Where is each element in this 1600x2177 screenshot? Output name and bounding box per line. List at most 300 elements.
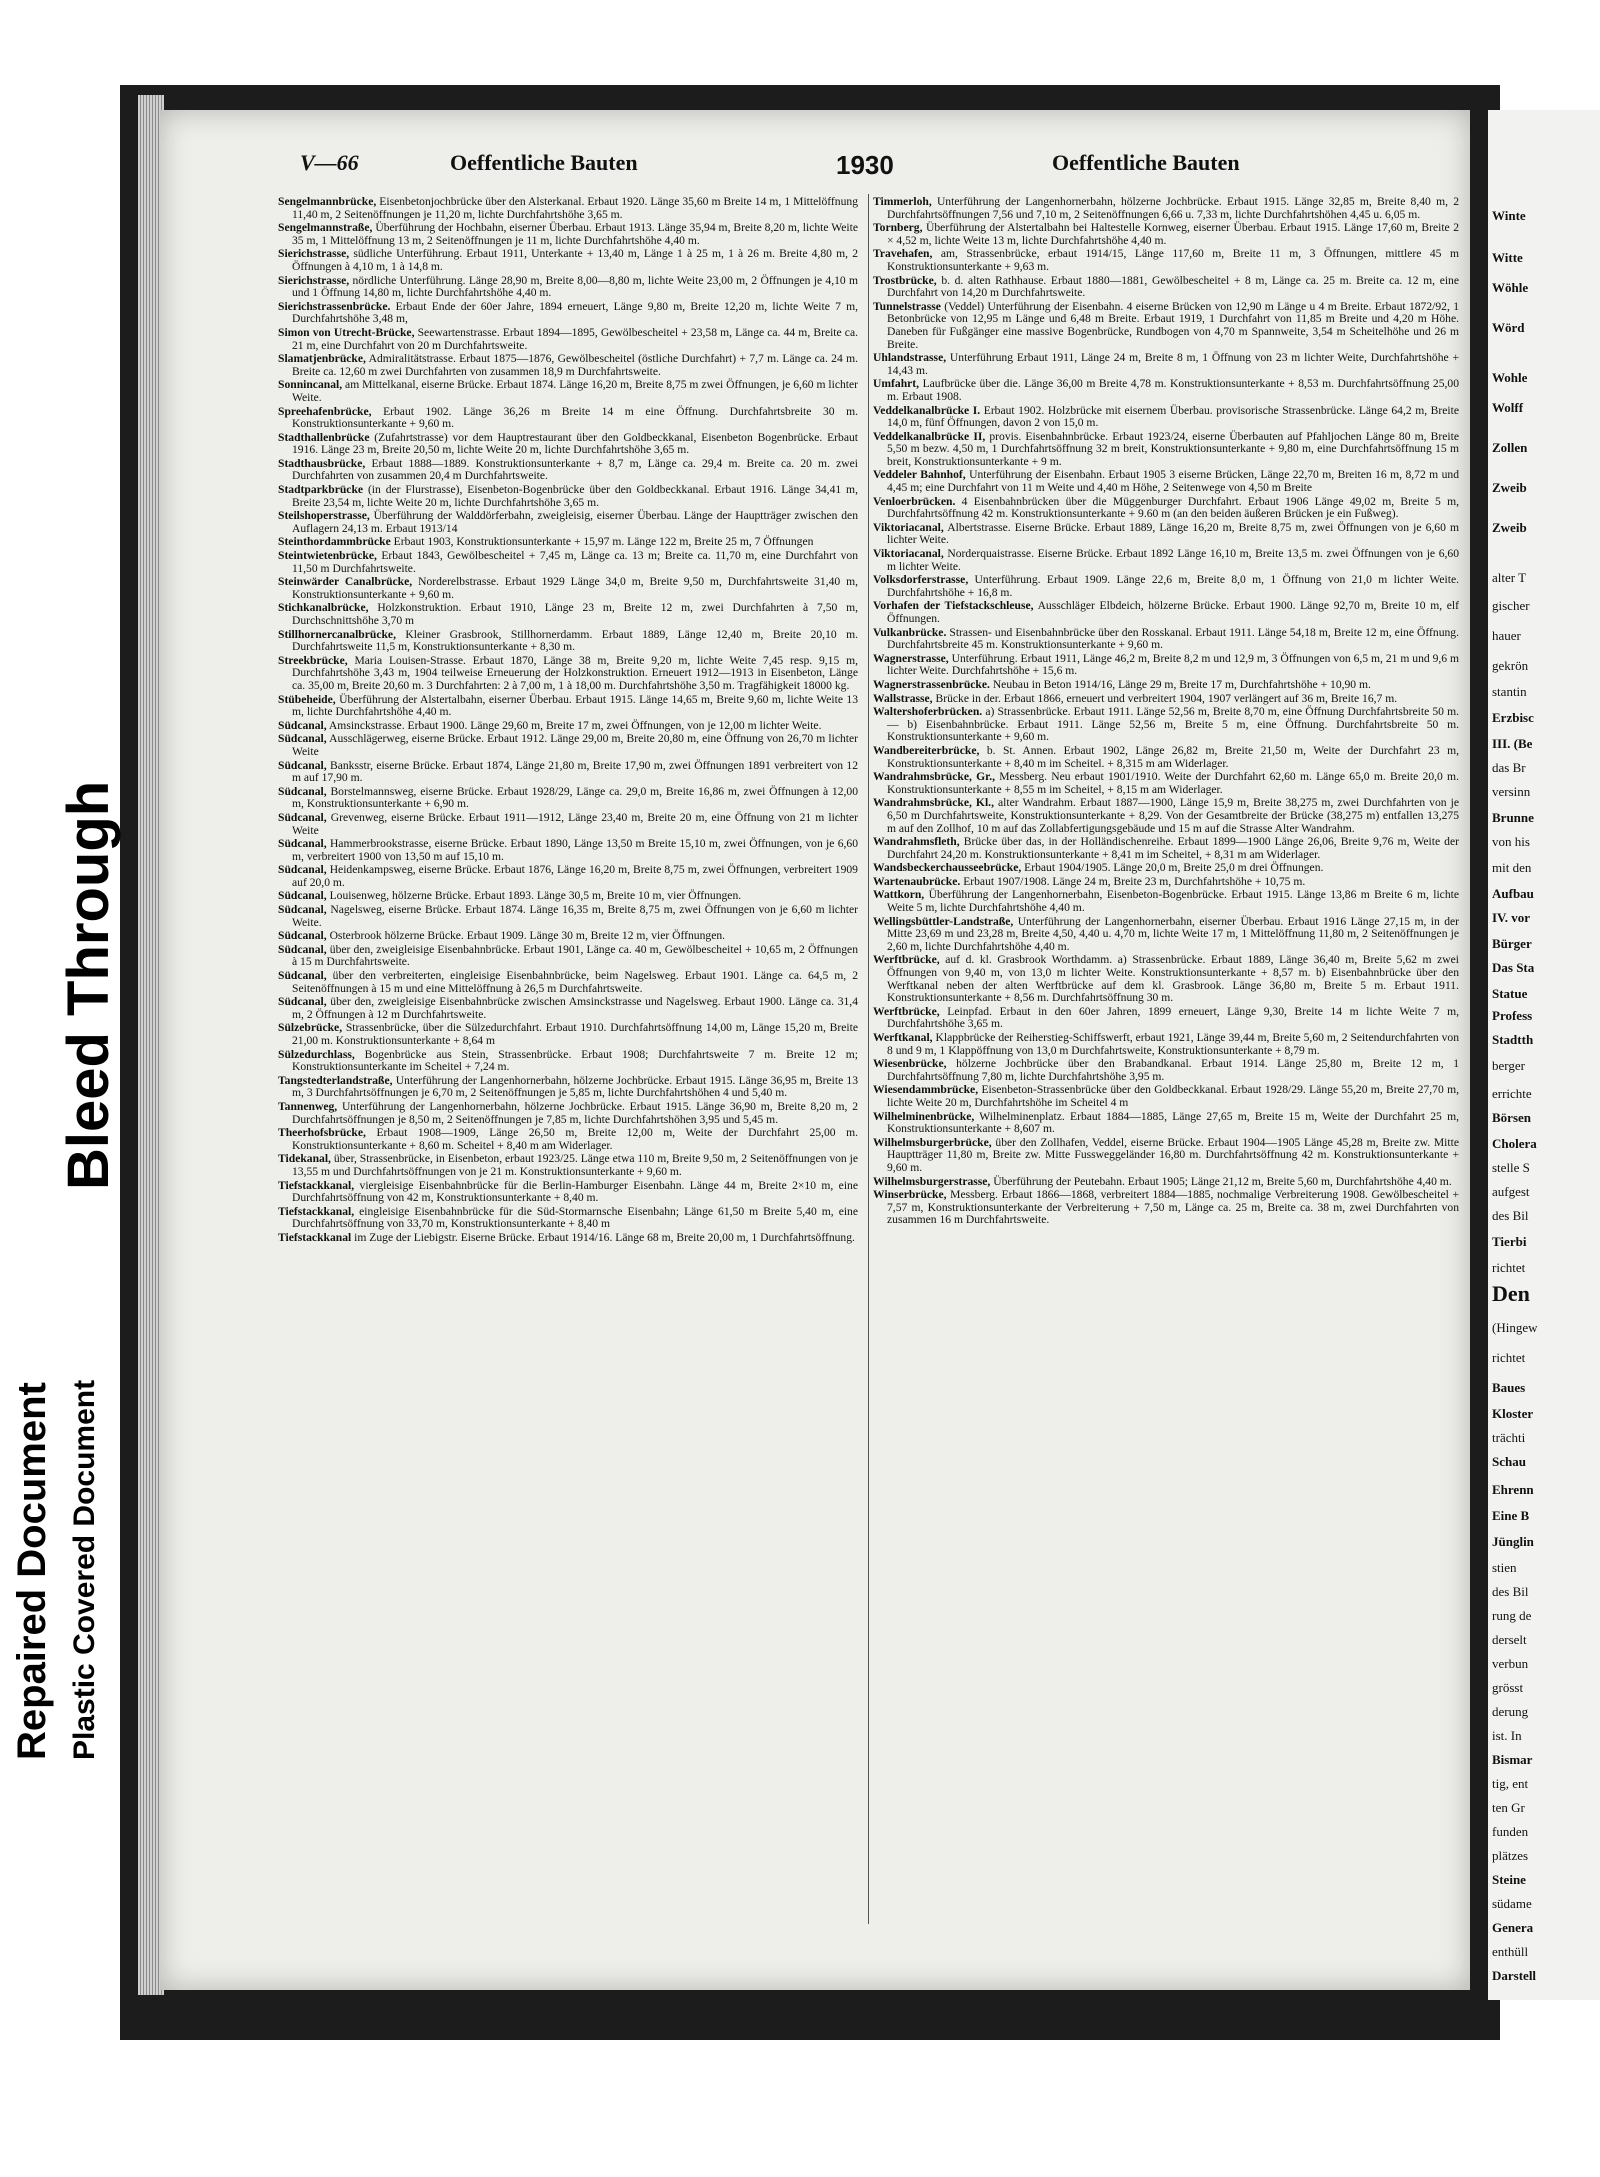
- bridge-entry: [278, 944, 858, 969]
- plastic-covered-label: Plastic Covered Document: [68, 1379, 101, 1760]
- bridge-entry: [873, 1058, 1459, 1083]
- bridge-entry: [278, 694, 858, 719]
- entry-name: Wandsbeckerchausseebrücke,: [873, 861, 1022, 875]
- bridge-entry: [873, 222, 1459, 247]
- adjacent-page-word: des Bil: [1492, 1584, 1529, 1599]
- bridge-entry: [873, 916, 1459, 954]
- entry-name: Vulkanbrücke.: [873, 625, 947, 639]
- entry-text: Borstelmannsweg, eiserne Brücke. Erbaut 1928/29, Länge ca. 29,0 m, Breite 16,86 m, zwei Öffnungen à 12,00 m, Konstruktionsunterkante + 6,90 m.: [292, 784, 858, 811]
- bridge-entry: [873, 548, 1459, 573]
- adjacent-page-word: Jünglin: [1492, 1534, 1534, 1549]
- repaired-document-label: Repaired Document: [10, 1382, 54, 1760]
- section-title-right: Oeffentliche Bauten: [1052, 150, 1240, 175]
- entry-text: Hammerbrookstrasse, eiserne Brücke. Erbaut 1890, Länge 13,50 m Breite 15,10 m, zwei Öffnungen, von je 6,60 m, verbreitert 1900 von 13,50 m auf 15,10 m.: [292, 837, 858, 863]
- entry-text: Seewartenstrasse. Erbaut 1894—1895, Gewölbescheitel + 23,58 m, Länge ca. 44 m, Breite ca. 21 m, eine Durchfahrt von 20 m Durchfahrtsweite.: [292, 325, 858, 352]
- entry-text: über den verbreiterten, eingleisige Eisenbahnbrücke, beim Nagelsweg. Erbaut 1901. Länge ca. 64,5 m, 2 Seitenöffnungen à 15 m und eine Mittelöffnung à 26,5 m Durchfahrtsweite.: [292, 969, 858, 995]
- adjacent-page-word: Statue: [1492, 986, 1528, 1001]
- entry-name: Wiesenbrücke,: [873, 1057, 947, 1071]
- entry-text: Erbaut 1902. Länge 36,26 m Breite 14 m eine Öffnung. Durchfahrtsbreite 30 m. Konstruktionsunterkante + 9,60 m.: [292, 404, 858, 431]
- adjacent-page-word: Wolff: [1492, 400, 1524, 415]
- entry-text: Norderquaistrasse. Eiserne Brücke. Erbaut 1892 Länge 16,10 m, Breite 13,5 m. zwei Öffnungen von je 6,60 m lichter Weite.: [887, 547, 1459, 573]
- bridge-entry: [278, 1075, 858, 1100]
- bridge-entry: [278, 996, 858, 1021]
- bridge-entry: [278, 536, 858, 549]
- adjacent-page-word: Bürger: [1492, 936, 1532, 951]
- adjacent-page-word: stelle S: [1492, 1160, 1530, 1175]
- bridge-entry: [278, 484, 858, 509]
- bridge-entry: [278, 1206, 858, 1231]
- adjacent-page-word: rung de: [1492, 1608, 1532, 1623]
- entry-name: Waltershoferbrücken.: [873, 705, 983, 719]
- entry-name: Tiefstackkanal,: [278, 1178, 355, 1192]
- entry-name: Sonnincanal,: [278, 378, 343, 392]
- entry-text: Nagelsweg, eiserne Brücke. Erbaut 1874. Länge 16,35 m, Breite 8,75 m, zwei Öffnungen von je 6,60 m lichter Weite.: [292, 903, 858, 929]
- adjacent-page-word: des Bil: [1492, 1208, 1529, 1223]
- entry-text: Messberg. Erbaut 1866—1868, verbreitert 1884—1885, nochmalige Verbreiterung 1908. Gewölbescheitel + 7,57 m, Konstruktionsunterkante der Verbreiterung + 7,50 m, Länge ca. 25 m, Breite ca. 38 m, zwei Durchfahrten von zusammen 16 m Durchfahrtsweite.: [887, 1188, 1459, 1227]
- bridge-entry: [278, 1049, 858, 1074]
- entry-text: Strassenbrücke, über die Sülzedurchfahrt. Erbaut 1910. Durchfahrtsöffnung 14,00 m, Länge 15,20 m, Breite 21,00 m. Konstruktionsunterkante + 8,64 m: [292, 1021, 858, 1047]
- entry-name: Winserbrücke,: [873, 1188, 947, 1202]
- entry-text: Erbaut 1907/1908. Länge 24 m, Breite 23 m, Durchfahrtshöhe + 10,75 m.: [963, 874, 1306, 888]
- adjacent-page-word: südame: [1492, 1896, 1532, 1911]
- entry-name: Uhlandstrasse,: [873, 351, 947, 365]
- entry-text: Unterführung der Langenhornerbahn, eiserner Überbau. Erbaut 1916 Länge 27,15 m, in der Mitte 23,69 m und 23,28 m, Breite 4,50, 4,40 u. 4,70 m, lichte Weite 17 m, 1 Mittelöffnung 11,80 m, 2 Seitenöffnungen je 2,60 m, lichte Durchfahrtshöhe 4,40 m.: [887, 914, 1459, 953]
- entry-text: Bogenbrücke aus Stein, Strassenbrücke. Erbaut 1908; Durchfahrtsweite 7 m. Breite 12 m; Konstruktionsunterkante im Scheitel + 7,24 m.: [292, 1047, 858, 1074]
- entry-text: Wilhelminenplatz. Erbaut 1884—1885, Länge 27,65 m, Breite 15 m, Weite der Durchfahrt 25 m, Konstruktionsunterkante + 8,607 m.: [887, 1109, 1459, 1136]
- bridge-entry: [278, 930, 858, 943]
- entry-text: Überführung der Alstertalbahn bei Haltestelle Kornweg, eiserner Überbau. Erbaut 1915. Länge 17,60 m, Breite 2 × 4,52 m, lichte Weite 13 m, lichte Durchfahrtshöhe 4,40 m.: [887, 221, 1459, 247]
- entry-name: Timmerloh,: [873, 195, 932, 208]
- entry-name: Südcanal,: [278, 810, 327, 824]
- entry-name: Sierichstrasse,: [278, 247, 350, 261]
- bridge-entry: [278, 248, 858, 273]
- adjacent-page-word: Witte: [1492, 250, 1523, 265]
- bridge-entry: [278, 510, 858, 535]
- entry-name: Theerhofsbrücke,: [278, 1126, 366, 1140]
- adjacent-page-word: trächti: [1492, 1430, 1526, 1445]
- entry-text: Erbaut 1902. Holzbrücke mit eisernem Überbau. provisorische Strassenbrücke. Länge 64,2 m, Breite 14,0 m, fünf Öffnungen, davon 2 von 15,0 m.: [887, 403, 1459, 430]
- entry-name: Volksdorferstrasse,: [873, 573, 969, 587]
- entry-text: Überführung der Hochbahn, eiserner Überbau. Erbaut 1913. Länge 35,94 m, Breite 8,20 m, lichte Weite 35 m, 1 Mittelöffnung 13 m, 2 Seitenöffnungen je 11 m, lichte Durchfahrtshöhe 4,40 m.: [292, 221, 858, 247]
- right-column: [873, 196, 1459, 1228]
- entry-text: Ausschlägerweg, eiserne Brücke. Erbaut 1912. Länge 29,00 m, Breite 20,80 m, eine Öffnung von 26,70 m lichter Weite: [292, 732, 858, 758]
- adjacent-page-word: alter T: [1492, 570, 1527, 585]
- bridge-entry: [278, 327, 858, 352]
- entry-text: Heidenkampsweg, eiserne Brücke. Erbaut 1876, Länge 16,20 m, Breite 8,75 m, zwei Öffnungen, verbreitert 1909 auf 20,0 m.: [292, 863, 858, 889]
- entry-text: Amsinckstrasse. Erbaut 1900. Länge 29,60 m, Breite 17 m, zwei Öffnungen, von je 12,00 m lichter Weite.: [328, 718, 822, 732]
- entry-name: Sierichstrasse,: [278, 273, 350, 287]
- bridge-entry: [873, 836, 1459, 861]
- entry-name: Wandrahmsbrücke, Gr.,: [873, 770, 996, 784]
- entry-name: Travehafen,: [873, 247, 933, 261]
- entry-name: Steilshoperstrasse,: [278, 509, 370, 523]
- entry-text: Unterführung der Langenhornerbahn, hölzerne Jochbrücke. Erbaut 1915. Länge 36,95 m, Breite 13 m, 3 Durchfahrtsöffnungen je 6,70 m, 2 Seitenöffnungen je 5,85 m, lichte Durchfahrtshöhen 4 und 5,40 m.: [292, 1073, 858, 1100]
- entry-text: Holzkonstruktion. Erbaut 1910, Länge 23 m, Breite 12 m, zwei Durchfahrten à 7,50 m, Durchschnittshöhe 3,70 m: [292, 601, 858, 627]
- entry-name: Steinwärder Canalbrücke,: [278, 575, 413, 589]
- adjacent-page-word: errichte: [1492, 1086, 1532, 1101]
- entry-text: Albertstrasse. Eiserne Brücke. Erbaut 1889, Länge 16,20 m, Breite 8,75 m, zwei Öffnungen von je 6,60 m lichter Weite.: [887, 520, 1460, 547]
- bridge-entry: [873, 797, 1459, 835]
- entry-text: Osterbrook hölzerne Brücke. Erbaut 1909. Länge 30 m, Breite 12 m, vier Öffnungen.: [329, 929, 726, 943]
- entry-text: Eisenbetonjochbrücke über den Alsterkanal. Erbaut 1920. Länge 35,60 m Breite 14 m, 1 Mittelöffnung 11,40 m, 2 Seitenöffnungen je 11,20 m, lichte Durchfahrtshöhe 3,65 m.: [292, 195, 858, 221]
- bridge-entry: [873, 431, 1459, 469]
- bridge-entry: [278, 1180, 858, 1205]
- entry-text: über, Strassenbrücke, in Eisenbeton, erbaut 1923/25. Länge etwa 110 m, Breite 9,50 m, 2 Seitenöffnungen von je 13,55 m und Durchfahrtsöffnungen von je 21 m. Konstruktionsunterkante + 9,60 m.: [292, 1152, 858, 1178]
- entry-name: Südcanal,: [278, 903, 327, 917]
- entry-name: Simon von Utrecht-Brücke,: [278, 325, 415, 339]
- entry-text: Admiralitätstrasse. Erbaut 1875—1876, Gewölbescheitel (östliche Durchfahrt) + 7,7 m. Länge ca. 24 m. Breite ca. 12,60 m zwei Durchfahrten von zusammen 18,9 m Durchfahrtsweite.: [292, 352, 858, 378]
- adjacent-page-word: plätzes: [1492, 1848, 1529, 1863]
- entry-name: Steintwietenbrücke,: [278, 549, 377, 563]
- entry-name: Spreehafenbrücke,: [278, 404, 372, 418]
- entry-text: eingleisige Eisenbahnbrücke für die Süd-Stormarnsche Eisenbahn; Länge 61,50 m Breite 5,40 m, eine Durchfahrtsöffnung von 33,70 m, Konstruktionsunterkante + 8,40 m: [292, 1204, 859, 1231]
- entry-text: Überführung der Peutebahn. Erbaut 1905; Länge 21,12 m, Breite 5,60 m, Durchfahrtshöhe 4,40 m.: [993, 1174, 1452, 1188]
- bridge-entry: [873, 1006, 1459, 1031]
- bridge-entry: [278, 301, 858, 326]
- entry-text: Erbaut 1843, Gewölbescheitel + 7,45 m, Länge ca. 13 m; Breite ca. 11,70 m, eine Durchfahrt von 11,50 m Durchfahrtsweite.: [292, 549, 858, 575]
- adjacent-page-word: verbun: [1492, 1656, 1529, 1671]
- adjacent-page-word: ist. In: [1492, 1728, 1522, 1743]
- bridge-entry: [278, 432, 858, 457]
- bridge-entry: [278, 222, 858, 247]
- entry-name: Südcanal,: [278, 942, 327, 956]
- entry-name: Tangstedterlandstraße,: [278, 1073, 393, 1087]
- adjacent-page-word: Zweib: [1492, 520, 1527, 535]
- bridge-entry: [278, 786, 858, 811]
- entry-text: b. St. Annen. Erbaut 1902, Länge 26,82 m, Breite 21,50 m, Weite der Durchfahrt 23 m, Konstruktionsunterkante + 8,40 m im Scheitel. + 8,315 m am Widerlager.: [887, 743, 1459, 770]
- adjacent-page-word: Tierbi: [1492, 1234, 1527, 1249]
- bridge-entry: [278, 970, 858, 995]
- entry-text: Ausschläger Elbdeich, hölzerne Brücke. Erbaut 1900. Länge 92,70 m, Breite 10 m, elf Öffnungen.: [887, 599, 1459, 625]
- entry-name: Werftbrücke,: [873, 1004, 940, 1018]
- adjacent-page-fragment: [1488, 110, 1600, 2000]
- entry-text: Überführung der Langenhornerbahn, Eisenbeton-Bogenbrücke. Erbaut 1915. Länge 13,86 m Breite 6 m, lichte Weite 5 m, lichte Durchfahrtshöhe 4,40 m.: [887, 888, 1459, 915]
- entry-name: Südcanal,: [278, 969, 327, 983]
- bridge-entry: [278, 655, 858, 693]
- adjacent-page-word: Erzbisc: [1492, 710, 1534, 725]
- adjacent-page-word: Cholera: [1492, 1136, 1537, 1151]
- adjacent-page-word: das Br: [1492, 760, 1526, 775]
- entry-text: Leinpfad. Erbaut in den 60er Jahren, 1899 erneuert, Länge 9,30, Breite 14 m lichte Weite 7 m, Durchfahrtshöhe 3,65 m.: [887, 1004, 1459, 1031]
- entry-text: alter Wandrahm. Erbaut 1887—1900, Länge 15,9 m, Breite 38,275 m, zwei Durchfahrten von je 6,50 m Durchfahrtsweite, Konstruktionsunterkante + 8,29. Von der Gesamtbreite der Brücke (38,275 m) entfallen 13,275 m auf den Zollhof, 10 m auf das Zollabfertigungsgebäude und 15 m auf die Strasse Alter Wandrahm.: [887, 796, 1459, 835]
- bridge-entry: [873, 574, 1459, 599]
- entry-name: Wilhelmsburgerstrasse,: [873, 1174, 991, 1188]
- bridge-entry: [873, 1111, 1459, 1136]
- entry-text: Brücke über das, in der Holländischenreihe. Erbaut 1899—1900 Länge 26,06, Breite 9,76 m, Weite der Durchfahrt 24,20 m. Konstruktionsunterkante + 8,41 m im Scheitel, + 8,31 m am Widerlager.: [887, 835, 1459, 861]
- entry-text: Erbaut 1904/1905. Länge 20,0 m, Breite 25,0 m drei Öffnungen.: [1024, 861, 1324, 875]
- entry-name: Südcanal,: [278, 995, 327, 1009]
- entry-name: Werftkanal,: [873, 1031, 933, 1044]
- adjacent-page-word: (Hingew: [1492, 1320, 1538, 1335]
- adjacent-page-word: Steine: [1492, 1872, 1526, 1887]
- adjacent-page-word: stien: [1492, 1560, 1517, 1575]
- bridge-entry: [873, 771, 1459, 796]
- adjacent-page-word: III. (Be: [1492, 736, 1533, 751]
- entry-name: Wandbereiterbrücke,: [873, 743, 980, 757]
- adjacent-page-word: Profess: [1492, 1008, 1533, 1023]
- entry-text: Klappbrücke der Reiherstieg-Schiffswerft, erbaut 1921, Länge 39,44 m, Breite 5,60 m, 2 Seitendurchfahrten von 8 und 9 m, 1 Klappöffnung von 13,0 m Durchfahrtsweite, Konstruktionsunterkante + 8,79 m.: [887, 1031, 1459, 1057]
- bridge-entry: [873, 196, 1459, 221]
- entry-text: auf d. kl. Grasbrook Worthdamm. a) Strassenbrücke. Erbaut 1889, Länge 36,40 m, Breite 5,62 m zwei Öffnungen von 9,40 m, von 13,0 m lichter Weite. Konstruktionsunterkante + 8,57 m. b) Eisenbahnbrücke über den Werftkanal neben der alten Werftbrücke auf dem kl. Grasbrook. Länge 36,80 m, Breite 5 m. Erbaut 1911. Konstruktionsunterkante + 8,56 m. Durchfahrtsöffnung 30 m.: [887, 953, 1459, 1005]
- adjacent-page-word: Zollen: [1492, 440, 1528, 455]
- entry-text: Unterführung Erbaut 1911, Länge 24 m, Breite 8 m, 1 Öffnung von 23 m lichter Weite, Durchfahrtshöhe + 14,43 m.: [887, 351, 1459, 377]
- entry-text: Erbaut 1903, Konstruktionsunterkante + 15,97 m. Länge 122 m, Breite 25 m, 7 Öffnungen: [393, 535, 814, 549]
- adjacent-page-word: gekrön: [1492, 658, 1529, 673]
- bridge-entry: [873, 653, 1459, 678]
- bridge-entry: [278, 1127, 858, 1152]
- bridge-entry: [873, 1176, 1459, 1189]
- page-header: [300, 150, 1470, 184]
- entry-name: Tornberg,: [873, 221, 923, 235]
- adjacent-page-word: Zweib: [1492, 480, 1527, 495]
- entry-name: Stadthausbrücke,: [278, 456, 366, 470]
- bridge-entry: [278, 733, 858, 758]
- entry-name: Südcanal,: [278, 837, 327, 851]
- entry-name: Wartenaubrücke.: [873, 874, 961, 888]
- bridge-entry: [873, 248, 1459, 273]
- adjacent-page-word: stantin: [1492, 684, 1527, 699]
- adjacent-page-word: tig, ent: [1492, 1776, 1529, 1791]
- entry-text: Norderelbstrasse. Erbaut 1929 Länge 34,0 m, Breite 9,50 m, Durchfahrtsweite 31,40 m, Konstruktionsunterkante + 9,60 m.: [292, 575, 859, 601]
- entry-text: Unterführung. Erbaut 1911, Länge 46,2 m, Breite 8,2 m und 12,9 m, 3 Öffnungen von 6,5 m, 21 m und 9,6 m lichter Weite. Durchfahrtshöhe + 15,6 m.: [887, 651, 1459, 678]
- entry-name: Tiefstackkanal,: [278, 1204, 355, 1218]
- bleed-through-label: Bleed Through: [56, 780, 121, 1190]
- entry-text: Maria Louisen-Strasse. Erbaut 1870, Länge 38 m, Breite 9,20 m, lichte Weite 7,45 resp. 9,15 m, Durchfahrtshöhe 3,43 m, 1904 teilweise Erneuerung der Holzkonstruktion. Erneuert 1912—1913 in Eisenbeton, Länge ca. 35,00 m, Breite 20,60 m. 3 Durchfahrten: 2 à 7,00 m, 1 à 18,00 m. Durchfahrtshöhe 3,50 m. Tragfähigkeit 18000 kg.: [292, 653, 858, 692]
- adjacent-page-word: Schau: [1492, 1454, 1526, 1469]
- entry-name: Tiefstackkanal: [278, 1230, 352, 1244]
- adjacent-page-word: derung: [1492, 1704, 1529, 1719]
- adjacent-page-word: grösst: [1492, 1680, 1524, 1695]
- adjacent-page-word: Wöhle: [1492, 280, 1529, 295]
- adjacent-page-word: Brunne: [1492, 810, 1534, 825]
- bridge-entry: [278, 602, 858, 627]
- bridge-entry: [278, 379, 858, 404]
- bridge-entry: [873, 745, 1459, 770]
- adjacent-page-word: hauer: [1492, 628, 1521, 643]
- bridge-entry: [278, 1022, 858, 1047]
- entry-name: Wandrahmsbrücke, Kl.,: [873, 796, 994, 810]
- adjacent-page-word: Eine B: [1492, 1508, 1530, 1523]
- entry-name: Stichkanalbrücke,: [278, 601, 369, 615]
- adjacent-page-word: Ehrenn: [1492, 1482, 1534, 1497]
- bridge-entry: [278, 196, 858, 221]
- adjacent-page-word: funden: [1492, 1824, 1529, 1839]
- bridge-entry: [278, 275, 858, 300]
- entry-name: Sülzedurchlass,: [278, 1047, 355, 1061]
- adjacent-page-word: Kloster: [1492, 1406, 1534, 1421]
- bridge-entry: [278, 576, 858, 601]
- side-labels: [0, 760, 150, 1770]
- year-heading: 1930: [836, 150, 894, 180]
- entry-text: Brücke in der. Erbaut 1866, erneuert und verbreitert 1904, 1907 verlängert auf 36 m, Breite 16,7 m.: [935, 691, 1398, 705]
- entry-name: Viktoriacanal,: [873, 520, 944, 534]
- adjacent-page-word: Aufbau: [1492, 886, 1534, 901]
- adjacent-page-word: richtet: [1492, 1350, 1526, 1365]
- entry-name: Werftbrücke,: [873, 953, 940, 967]
- entry-text: über den, zweigleisige Eisenbahnbrücke zwischen Amsinckstrasse und Nagelsweg. Erbaut 1900. Länge ca. 31,4 m, 2 Öffnungen à 12 m Durchfahrtsweite.: [292, 995, 858, 1021]
- adjacent-page-word: Wörd: [1492, 320, 1525, 335]
- entry-name: Tannenweg,: [278, 1099, 338, 1113]
- section-title-left: Oeffentliche Bauten: [450, 150, 638, 175]
- adjacent-page-word: berger: [1492, 1058, 1525, 1073]
- entry-text: am Mittelkanal, eiserne Brücke. Erbaut 1874. Länge 16,20 m, Breite 8,75 m zwei Öffnungen, je 6,60 m lichter Weite.: [292, 378, 858, 404]
- adjacent-page-word: richtet: [1492, 1260, 1526, 1275]
- entry-text: (Veddel) Unterführung der Eisenbahn. 4 eiserne Brücken von 12,90 m Länge u 4 m Breite. Erbaut 1872/92, 1 Betonbrücke von 12,95 m Länge und 6,48 m Breite. Erbaut 1919, 1 Durchfahrt von 11,85 m Breite und 4,20 m Höhe. Daneben für Fußgänger eine massive Bogenbrücke, Rundbogen von 4,70 m Spannweite, 3,54 m Scheitelhöhe und 26 m Breite.: [887, 299, 1459, 351]
- bridge-entry: [873, 889, 1459, 914]
- entry-text: im Zuge der Liebigstr. Eiserne Brücke. Erbaut 1914/16. Länge 68 m, Breite 20,00 m, 1 Durchfahrtsöffnung.: [354, 1230, 855, 1244]
- entry-text: Neubau in Beton 1914/16, Länge 29 m, Breite 17 m, Durchfahrtshöhe + 10,90 m.: [992, 677, 1371, 691]
- entry-name: Veddelkanalbrücke I.: [873, 403, 981, 417]
- entry-name: Tunnelstrasse: [873, 299, 941, 313]
- entry-text: Grevenweg, eiserne Brücke. Erbaut 1911—1912, Länge 23,40 m, Breite 20 m, eine Öffnung von 21 m lichter Weite: [292, 810, 859, 837]
- entry-text: (Zufahrtstrasse) vor dem Hauptrestaurant über den Goldbeckkanal, Eisenbeton Bogenbrücke. Erbaut 1916. Länge 23 m, Breite 20,50 m, lichte Weite 20 m, lichte Durchfahrtshöhe 3,65 m.: [292, 430, 858, 457]
- adjacent-page-word: Börsen: [1492, 1110, 1531, 1125]
- adjacent-page-word: ten Gr: [1492, 1800, 1525, 1815]
- entry-name: Südcanal,: [278, 784, 327, 798]
- entry-text: Überführung der Walddörferbahn, zweigleisig, eiserner Überbau. Länge der Hauptträger zwischen den Auflagern 24,13 m. Erbaut 1913/14: [292, 509, 858, 535]
- adjacent-page-word: Baues: [1492, 1380, 1526, 1395]
- entry-name: Wilhelmsburgerbrücke,: [873, 1135, 992, 1149]
- adjacent-page-word: versinn: [1492, 784, 1531, 799]
- entry-name: Stillhornercanalbrücke,: [278, 627, 396, 641]
- entry-name: Venloerbrücken.: [873, 494, 956, 508]
- bridge-entry: [278, 629, 858, 654]
- bridge-entry: [873, 706, 1459, 744]
- entry-text: b. d. alten Rathhause. Erbaut 1880—1881, Gewölbescheitel + 8 m, Länge ca. 25 m. Breite ca. 12 m, eine Durchfahrt von 14,20 m Durchfahrtsweite.: [887, 273, 1460, 300]
- bridge-entry: [873, 693, 1459, 706]
- bridge-entry: [873, 301, 1459, 351]
- bridge-entry: [278, 838, 858, 863]
- entry-text: am, Strassenbrücke, erbaut 1914/15, Länge 117,60 m, Breite 11 m, 3 Öffnungen, mittlere 45 m Konstruktionsunterkante + 9,63 m.: [887, 247, 1459, 273]
- bridge-entry: [278, 1232, 858, 1245]
- bridge-entry: [873, 405, 1459, 430]
- bridge-entry: [873, 862, 1459, 875]
- entry-name: Veddeler Bahnhof,: [873, 468, 966, 482]
- adjacent-page-word: enthüll: [1492, 1944, 1529, 1959]
- entry-name: Veddelkanalbrücke II,: [873, 429, 986, 443]
- entry-name: Sengelmannstraße,: [278, 221, 373, 235]
- entry-text: südliche Unterführung. Erbaut 1911, Unterkante + 13,40 m, Länge 1 à 25 m, 1 à 26 m. Breite 4,80 m, 2 Öffnungen à 4,10 m, 1 à 14,8 m.: [292, 247, 858, 273]
- bridge-entry: [873, 1084, 1459, 1109]
- entry-name: Sengelmannbrücke,: [278, 195, 377, 208]
- entry-name: Wilhelminenbrücke,: [873, 1109, 975, 1123]
- adjacent-page-word: Genera: [1492, 1920, 1534, 1935]
- entry-text: Banksstr, eiserne Brücke. Erbaut 1874, Länge 21,80 m, Breite 17,90 m, zwei Öffnungen 1891 verbreitert von 12 m auf 17,90 m.: [292, 758, 858, 785]
- bridge-entry: [278, 864, 858, 889]
- adjacent-page-word: Winte: [1492, 208, 1526, 223]
- entry-name: Wallstrasse,: [873, 691, 933, 705]
- bridge-entry: [278, 812, 858, 837]
- entry-name: Südcanal,: [278, 758, 327, 772]
- entry-name: Südcanal,: [278, 889, 327, 903]
- bridge-entry: [873, 1032, 1459, 1057]
- entry-name: Südcanal,: [278, 929, 327, 943]
- entry-text: provis. Eisenbahnbrücke. Erbaut 1923/24, eiserne Überbauten auf Pfahljochen Länge 80 m, Breite 5,50 m bezw. 4,50 m, 1 Durchfahrtsöffnung 32 m breit, Konstruktionsunterkante + 9,80 m, eine Durchfahrtsöffnung 15 m breit, Konstruktionsunterkante + 9 m.: [887, 429, 1459, 468]
- entry-text: Erbaut 1888—1889. Konstruktionsunterkante + 8,7 m, Länge ca. 29,4 m. Breite ca. 20 m. zwei Durchfahrten von zusammen 20,4 m Durchfahrtsweite.: [292, 456, 858, 483]
- adjacent-page-word: mit den: [1492, 860, 1532, 875]
- left-column: [278, 196, 858, 1246]
- bridge-entry: [278, 550, 858, 575]
- bridge-entry: [873, 876, 1459, 889]
- entry-text: Messberg. Neu erbaut 1901/1910. Weite der Durchfahrt 62,60 m. Länge 65,0 m. Breite 20,0 m. Konstruktionsunterkante + 8,55 m im Scheitel, + 8,15 m am Widerlager.: [887, 770, 1459, 796]
- adjacent-page-word: derselt: [1492, 1632, 1527, 1647]
- bridge-entry: [873, 352, 1459, 377]
- entry-name: Wattkorn,: [873, 888, 925, 902]
- entry-text: Unterführung der Langenhornerbahn, hölzerne Jochbrücke. Erbaut 1915. Länge 36,90 m, Breite 8,20 m, 2 Durchfahrtsöffnungen je 8,50 m, 2 Seitenöffnungen je 7,85 m, lichte Durchfahrtshöhen 3,95 und 5,45 m.: [292, 1099, 859, 1126]
- adjacent-page-word: Das Sta: [1492, 960, 1535, 975]
- bridge-entry: [278, 353, 858, 378]
- entry-text: über den Zollhafen, Veddel, eiserne Brücke. Erbaut 1904—1905 Länge 45,28 m, Breite zw. Mitte Hauptträger 11,80 m, Breite zw. Mitte Fussweggeländer 16,80 m. Durchfahrtsöffnung 42 m. Konstruktionsunterkante + 9,60 m.: [887, 1135, 1459, 1174]
- entry-name: Slamatjenbrücke,: [278, 352, 366, 366]
- entry-text: Louisenweg, hölzerne Brücke. Erbaut 1893. Länge 30,5 m, Breite 10 m, vier Öffnungen.: [329, 889, 742, 903]
- entry-name: Wagnerstrasse,: [873, 651, 949, 665]
- entry-text: Erbaut Ende der 60er Jahre, 1894 erneuert, Länge 9,80 m, Breite 12,20 m, lichte Weite 7 m, Durchfahrtshöhe 3,48 m,: [292, 299, 858, 326]
- bridge-entry: [278, 406, 858, 431]
- bridge-entry: [873, 378, 1459, 403]
- bridge-entry: [278, 1153, 858, 1178]
- entry-text: (in der Flurstrasse), Eisenbeton-Bogenbrücke über den Goldbeckkanal. Erbaut 1916. Länge 34,41 m, Breite 23,54 m, lichte Weite 20 m, lichte Durchfahrtshöhe 3,65 m.: [292, 483, 858, 509]
- entry-name: Sierichstrassenbrücke.: [278, 299, 391, 313]
- adjacent-page-word: Bismar: [1492, 1752, 1533, 1767]
- entry-name: Stadtparkbrücke: [278, 483, 364, 497]
- column-divider: [868, 194, 869, 1924]
- adjacent-page-word: Wohle: [1492, 370, 1528, 385]
- entry-name: Tidekanal,: [278, 1152, 331, 1166]
- bridge-entry: [278, 760, 858, 785]
- entry-text: Überführung der Alstertalbahn, eiserner Überbau. Erbaut 1915. Länge 14,65 m, Breite 9,60 m, lichte Weite 13 m, lichte Durchfahrtshöhe 4,40 m.: [292, 692, 858, 719]
- entry-name: Wiesendammbrücke,: [873, 1083, 979, 1097]
- entry-text: Kleiner Grasbrook, Stillhornerdamm. Erbaut 1889, Länge 12,40 m, Breite 20,10 m. Durchfahrtsweite 11,5 m, Konstruktionsunterkante + 8,30 m.: [292, 627, 859, 654]
- page-number: V—66: [300, 150, 359, 175]
- bridge-entry: [873, 954, 1459, 1004]
- entry-text: viergleisige Eisenbahnbrücke für die Berlin-Hamburger Eisenbahn. Länge 44 m, Breite 2×10 m, eine Durchfahrtsöffnung von 42 m, Konstruktionsunterkante + 8,40 m.: [292, 1178, 858, 1205]
- bridge-entry: [873, 496, 1459, 521]
- entry-name: Wandrahmsfleth,: [873, 835, 960, 849]
- entry-text: a) Strassenbrücke. Erbaut 1911. Länge 52,56 m, Breite 8,70 m, eine Öffnung Durchfahrtsbreite 50 m. — b) Eisenbahnbrücke. Erbaut 1911. Länge 52,56 m, Breite 5 m, eine Öffnung. Durchfahrtsbreite 50 m. Konstruktionsunterkante + 9,60 m.: [887, 705, 1459, 744]
- adjacent-page-word: von his: [1492, 834, 1530, 849]
- entry-text: über den, zweigleisige Eisenbahnbrücke. Erbaut 1901, Länge ca. 40 m, Gewölbescheitel + 10,65 m, 2 Öffnungen à 15 m Durchfahrtsweite.: [292, 942, 858, 969]
- entry-name: Viktoriacanal,: [873, 547, 944, 561]
- bridge-entry: [873, 469, 1459, 494]
- entry-text: Unterführung der Langenhornerbahn, hölzerne Jochbrücke. Erbaut 1915. Länge 32,85 m, Breite 8,40 m, 2 Durchfahrtsöffnungen 7,56 und 7,10 m, 2 Seitenöffnungen 6,66 u. 7,33 m, lichte Durchfahrtshöhen 4,45 u. 6,05 m.: [887, 195, 1459, 221]
- entry-text: Strassen- und Eisenbahnbrücke über den Rosskanal. Erbaut 1911. Länge 54,18 m, Breite 12 m, eine Öffnung. Durchfahrtsbreite 45 m. Konstruktionsunterkante + 9,60 m.: [887, 625, 1459, 652]
- entry-name: Wagnerstrassenbrücke.: [873, 677, 990, 691]
- entry-name: Wellingsbüttler-Landstraße,: [873, 914, 1014, 928]
- entry-name: Sülzebrücke,: [278, 1021, 343, 1035]
- bridge-entry: [278, 720, 858, 733]
- entry-text: Unterführung. Erbaut 1909. Länge 22,6 m, Breite 8,0 m, 1 Öffnung von 21,0 m lichter Weite. Durchfahrtshöhe + 16,8 m.: [887, 573, 1459, 599]
- bridge-entry: [873, 275, 1459, 300]
- adjacent-page-word: Darstell: [1492, 1968, 1537, 1983]
- adjacent-page-word: Den: [1492, 1281, 1530, 1306]
- entry-name: Umfahrt,: [873, 377, 920, 391]
- entry-name: Südcanal,: [278, 718, 327, 732]
- entry-name: Trostbrücke,: [873, 273, 937, 287]
- bridge-entry: [278, 458, 858, 483]
- adjacent-page-word: IV. vor: [1492, 910, 1531, 925]
- bridge-entry: [873, 1189, 1459, 1227]
- adjacent-page-word: Stadtth: [1492, 1032, 1534, 1047]
- bridge-entry: [873, 522, 1459, 547]
- entry-text: Erbaut 1908—1909, Länge 26,50 m, Breite 12,00 m, Weite der Durchfahrt 25,00 m. Konstruktionsunterkante + 8,60 m. Scheitel + 8,40 m am Widerlager.: [292, 1126, 858, 1152]
- entry-name: Streekbrücke,: [278, 653, 348, 667]
- bridge-entry: [873, 679, 1459, 692]
- entry-name: Südcanal,: [278, 732, 327, 746]
- entry-text: 4 Eisenbahnbrücken über die Müggenburger Durchfahrt. Erbaut 1906 Länge 49,02 m, Breite 5 m, Durchfahrtsöffnung 42 m. Konstruktionsunterkante + 9.60 m (an den beiden äußeren Brücken je ein Fußweg).: [887, 494, 1459, 521]
- bridge-entry: [278, 890, 858, 903]
- bridge-entry: [873, 600, 1459, 625]
- entry-text: nördliche Unterführung. Länge 28,90 m, Breite 8,00—8,80 m, lichte Weite 23,00 m, 2 Öffnungen je 4,10 m und 1 Öffnung 14,80 m, lichte Durchfahrtshöhe 4,40 m.: [292, 273, 858, 300]
